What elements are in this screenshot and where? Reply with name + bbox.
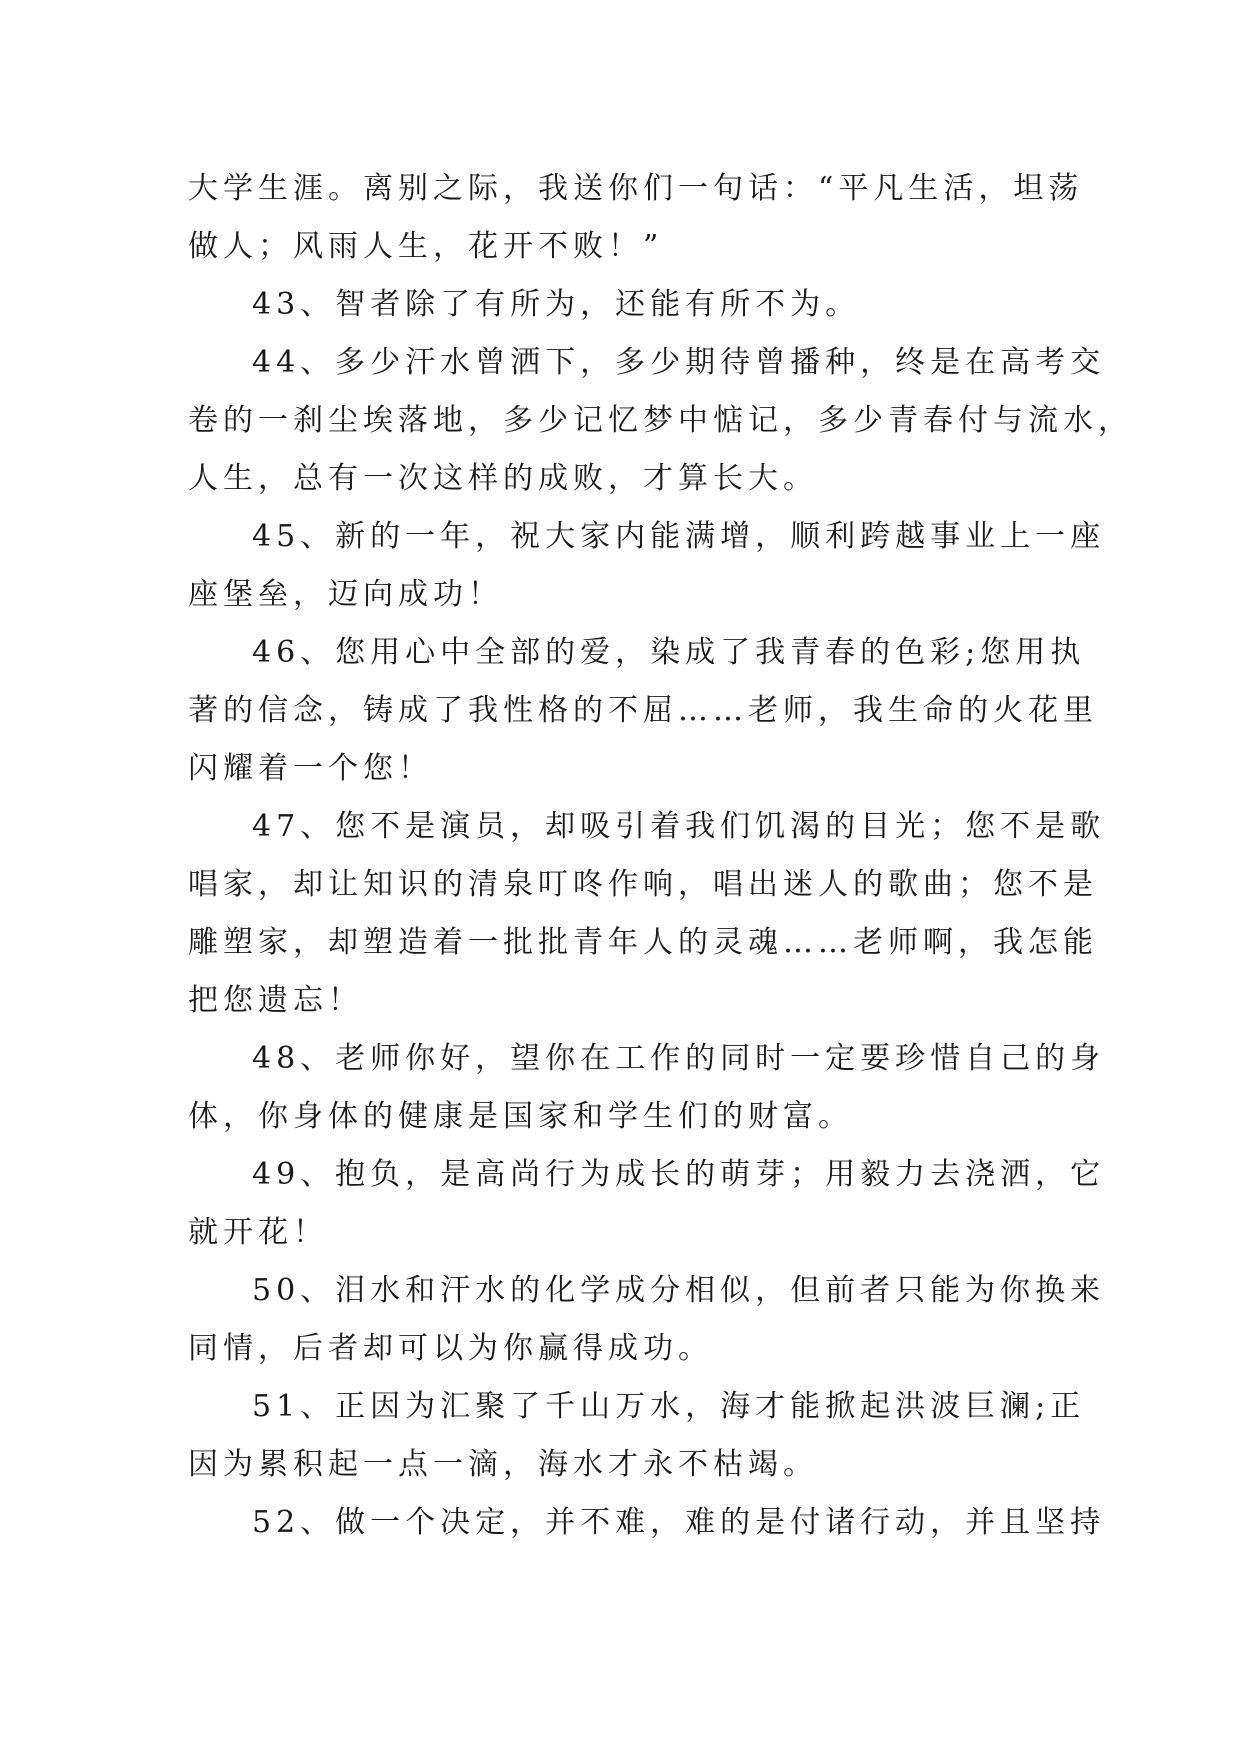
text-line: 51、正因为汇聚了千山万水，海才能掀起洪波巨澜;正 [252,1389,1086,1424]
text-line: 43、智者除了有所为，还能有所不为。 [252,287,861,322]
text-line: 人生，总有一次这样的成败，才算长大。 [188,461,818,496]
text-line: 48、老师你好，望你在工作的同时一定要珍惜自己的身 [252,1041,1106,1076]
text-line: 45、新的一年，祝大家内能满增，顺利跨越事业上一座 [252,519,1106,554]
text-line: 雕塑家，却塑造着一批批青年人的灵魂……老师啊，我怎能 [188,925,1098,960]
text-line: 座堡垒，迈向成功！ [188,577,503,612]
text-line: 做人；风雨人生，花开不败！” [188,229,664,264]
body-text [188,160,1133,1552]
text-line: 卷的一刹尘埃落地，多少记忆梦中惦记，多少青春付与流水， [188,403,1133,438]
text-line: 46、您用心中全部的爱，染成了我青春的色彩;您用执 [252,635,1086,670]
text-line: 同情，后者却可以为你赢得成功。 [188,1331,713,1366]
text-line: 47、您不是演员，却吸引着我们饥渴的目光；您不是歌 [252,809,1106,844]
text-line: 44、多少汗水曾洒下，多少期待曾播种，终是在高考交 [252,345,1106,380]
text-line: 体，你身体的健康是国家和学生们的财富。 [188,1099,853,1134]
text-line: 唱家，却让知识的清泉叮咚作响，唱出迷人的歌曲；您不是 [188,867,1098,902]
text-line: 闪耀着一个您！ [188,751,433,786]
text-line: 49、抱负，是高尚行为成长的萌芽；用毅力去浇洒，它 [252,1157,1106,1192]
text-line: 因为累积起一点一滴，海水才永不枯竭。 [188,1447,818,1482]
text-line: 把您遗忘！ [188,983,363,1018]
text-line: 大学生涯。离别之际，我送你们一句话：“平凡生活，坦荡 [188,171,1084,206]
text-line: 著的信念，铸成了我性格的不屈……老师，我生命的火花里 [188,693,1098,728]
text-line: 就开花！ [188,1215,328,1250]
text-line: 52、做一个决定，并不难，难的是付诸行动，并且坚持 [252,1505,1106,1540]
text-line: 50、泪水和汗水的化学成分相似，但前者只能为你换来 [252,1273,1106,1308]
